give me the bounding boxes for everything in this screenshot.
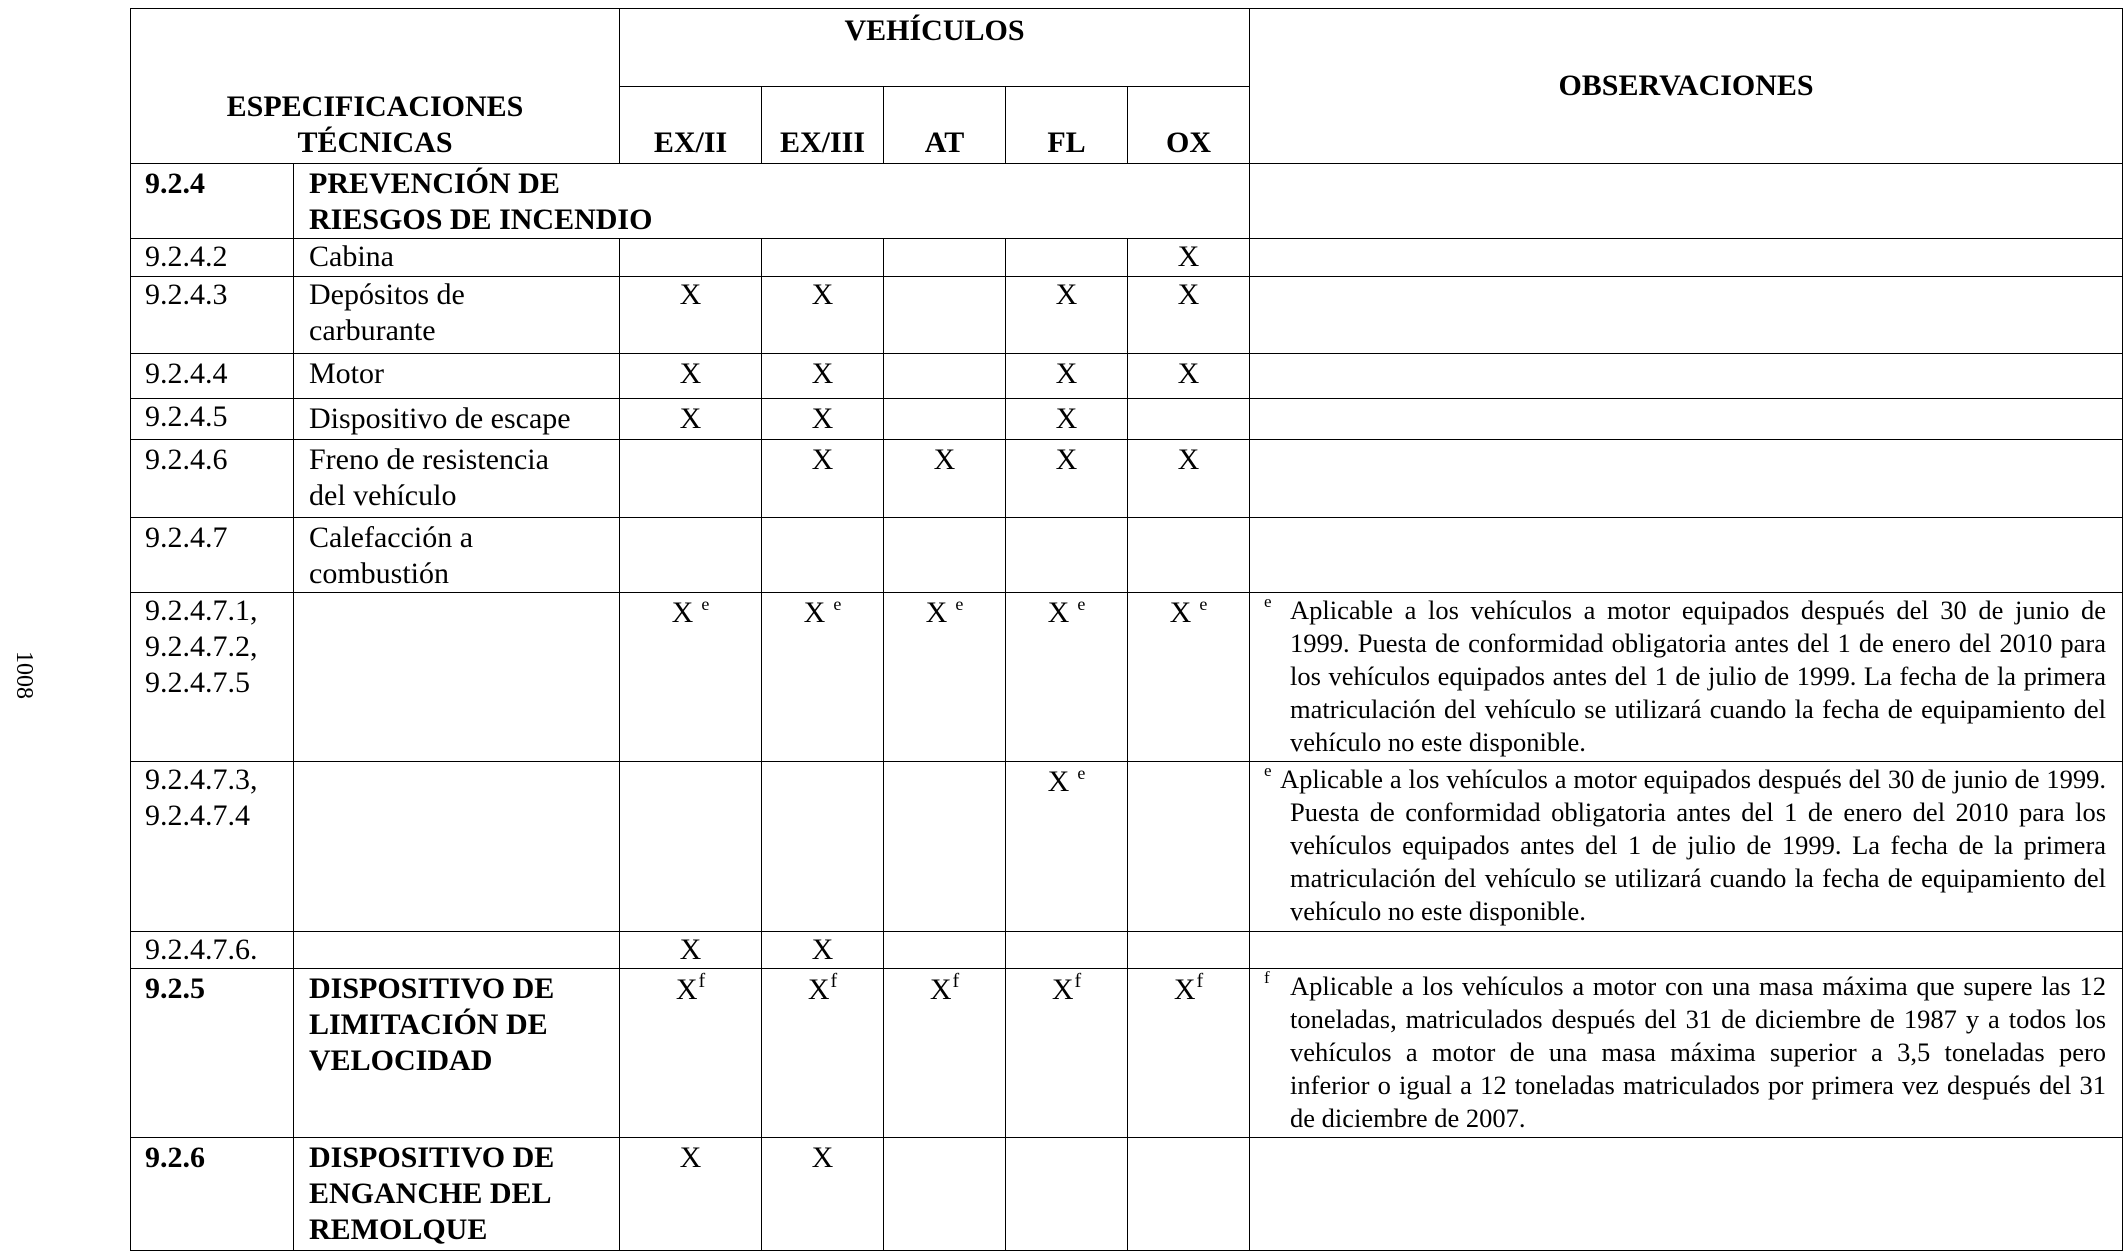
mark-ox	[1128, 932, 1250, 969]
footnote-marker: e	[1264, 592, 1272, 611]
mark-at	[884, 518, 1006, 593]
row-code: 9.2.5	[131, 969, 294, 1138]
observation-cell	[1250, 762, 2123, 932]
mark-ex-iii	[762, 593, 884, 762]
footnote-ref: e	[1077, 594, 1086, 614]
mark-text: X	[1051, 973, 1074, 1006]
section-title-line1: DISPOSITIVO DE	[309, 1141, 555, 1174]
table-row	[131, 518, 2123, 593]
observation-cell	[1250, 1138, 2123, 1251]
mark-text: X	[929, 973, 952, 1006]
row-label-line1: Depósitos de	[309, 278, 465, 311]
mark-ox	[1128, 1138, 1250, 1251]
row-code	[131, 593, 294, 762]
section-title-line2: LIMITACIÓN DE	[309, 1008, 548, 1041]
mark-ex-iii: X	[762, 354, 884, 399]
row-code: 9.2.4.3	[131, 277, 294, 354]
page-number: 1008	[11, 651, 37, 699]
column-header-at: AT	[884, 87, 1006, 164]
header-spec-blank	[131, 9, 620, 87]
table-row	[131, 1138, 2123, 1251]
observations-header: OBSERVACIONES	[1250, 9, 2123, 164]
specifications-header-line2: TÉCNICAS	[297, 126, 453, 159]
footnote-ref: e	[1077, 763, 1086, 783]
footnote-note	[1264, 762, 2106, 928]
mark-text: X	[925, 596, 948, 629]
footnote-ref: f	[1196, 970, 1204, 992]
row-label	[294, 762, 620, 932]
mark-ex-iii: X	[762, 440, 884, 518]
footnote-text: Aplicable a los vehículos a motor equipados después del 30 de junio de 1999. Puesta de conformidad obligatoria antes del 1 de enero del 2010 para los vehículos equipados antes del 1 de julio de 1999. La fecha de la primera matriculación del vehículo se utilizará cuando la fecha de equipamiento del vehículo no este disponible.	[1290, 595, 2107, 757]
row-code-line2: 9.2.4.7.4	[145, 799, 250, 832]
row-label	[294, 277, 620, 354]
mark-fl	[1006, 518, 1128, 593]
mark-ox: X	[1128, 354, 1250, 399]
mark-text: X	[803, 596, 826, 629]
mark-at	[884, 354, 1006, 399]
mark-fl	[1006, 1138, 1128, 1251]
row-code	[131, 762, 294, 932]
section-title	[294, 969, 620, 1138]
mark-ox	[1128, 762, 1250, 932]
mark-fl	[1006, 593, 1128, 762]
table-row	[131, 969, 2123, 1138]
mark-at: X	[884, 440, 1006, 518]
column-header-fl: FL	[1006, 87, 1128, 164]
section-title-line1: DISPOSITIVO DE	[309, 972, 555, 1005]
mark-ox	[1128, 399, 1250, 440]
mark-ex-ii	[620, 593, 762, 762]
observation-cell	[1250, 440, 2123, 518]
footnote-ref: f	[830, 970, 838, 992]
mark-at	[884, 593, 1006, 762]
mark-fl	[1006, 969, 1128, 1138]
mark-ex-ii	[620, 239, 762, 277]
row-code: 9.2.4.5	[131, 399, 294, 440]
footnote-ref: f	[1074, 970, 1082, 992]
mark-ox	[1128, 593, 1250, 762]
footnote-ref: f	[698, 970, 706, 992]
specifications-header	[131, 87, 620, 164]
mark-at	[884, 239, 1006, 277]
table-row	[131, 277, 2123, 354]
table-row	[131, 593, 2123, 762]
footnote-ref: f	[952, 970, 960, 992]
mark-ox: X	[1128, 440, 1250, 518]
mark-ex-ii	[620, 440, 762, 518]
row-label: Motor	[294, 354, 620, 399]
row-code: 9.2.6	[131, 1138, 294, 1251]
row-code: 9.2.4.4	[131, 354, 294, 399]
row-label: Cabina	[294, 239, 620, 277]
table-row	[131, 399, 2123, 440]
mark-text: X	[675, 973, 698, 1006]
row-code: 9.2.4	[131, 164, 294, 239]
observation-cell	[1250, 239, 2123, 277]
mark-ox	[1128, 518, 1250, 593]
observation-cell	[1250, 969, 2123, 1138]
mark-at	[884, 932, 1006, 969]
row-code-line1: 9.2.4.7.1,	[145, 594, 258, 627]
table-row	[131, 164, 2123, 239]
row-code-line2: 9.2.4.7.2,	[145, 630, 258, 663]
row-label: Dispositivo de escape	[294, 399, 620, 440]
observation-cell	[1250, 164, 2123, 239]
observation-cell	[1250, 518, 2123, 593]
row-code: 9.2.4.6	[131, 440, 294, 518]
footnote-note	[1264, 593, 2106, 759]
row-label-line2: del vehículo	[309, 479, 457, 512]
mark-ex-ii: X	[620, 932, 762, 969]
section-title-line3: REMOLQUE	[309, 1213, 488, 1246]
section-title-line2: ENGANCHE DEL	[309, 1177, 552, 1210]
mark-ex-ii: X	[620, 277, 762, 354]
mark-ox: X	[1128, 277, 1250, 354]
section-title-line1: PREVENCIÓN DE	[309, 167, 560, 200]
mark-ex-iii	[762, 969, 884, 1138]
mark-ex-iii: X	[762, 277, 884, 354]
mark-text: X	[1169, 596, 1192, 629]
row-code: 9.2.4.2	[131, 239, 294, 277]
footnote-marker: e	[1264, 761, 1272, 780]
footnote-text: Aplicable a los vehículos a motor con una masa máxima que supere las 12 toneladas, matriculados después del 31 de diciembre de 1987 y a todos los vehículos a motor de una masa máxima superior a 3,5 toneladas pero inferior o igual a 12 toneladas matriculados por primera vez después del 31 de diciembre de 2007.	[1290, 971, 2107, 1133]
mark-at	[884, 762, 1006, 932]
footnote-note	[1264, 969, 2106, 1135]
row-label-line1: Calefacción a	[309, 521, 474, 554]
section-title-line3: VELOCIDAD	[309, 1044, 493, 1077]
footnote-marker: f	[1264, 968, 1270, 987]
footnote-text: Aplicable a los vehículos a motor equipados después del 30 de junio de 1999. Puesta de conformidad obligatoria antes del 1 de enero del 2010 para los vehículos equipados antes del 1 de julio de 1999. La fecha de la primera matriculación del vehículo se utilizará cuando la fecha de equipamiento del vehículo no este disponible.	[1280, 764, 2107, 926]
table-row	[131, 239, 2123, 277]
mark-ox: X	[1128, 239, 1250, 277]
mark-ex-iii	[762, 239, 884, 277]
mark-at	[884, 399, 1006, 440]
column-header-ex-ii: EX/II	[620, 87, 762, 164]
footnote-ref: e	[955, 594, 964, 614]
row-label	[294, 932, 620, 969]
mark-ex-iii	[762, 518, 884, 593]
column-header-ox: OX	[1128, 87, 1250, 164]
section-title	[294, 164, 1250, 239]
row-label-line2: combustión	[309, 557, 449, 590]
footnote-ref: e	[833, 594, 842, 614]
row-label	[294, 518, 620, 593]
observation-cell	[1250, 593, 2123, 762]
table-row	[131, 932, 2123, 969]
mark-ex-ii	[620, 518, 762, 593]
header-row-top	[131, 9, 2123, 87]
row-code: 9.2.4.7.6.	[131, 932, 294, 969]
mark-fl: X	[1006, 354, 1128, 399]
section-title-line2: RIESGOS DE INCENDIO	[309, 203, 653, 236]
mark-text: X	[1047, 765, 1070, 798]
mark-text: X	[671, 596, 694, 629]
mark-text: X	[1047, 596, 1070, 629]
footnote-ref: e	[1199, 594, 1208, 614]
technical-specifications-table	[130, 8, 2123, 1251]
mark-text: X	[807, 973, 830, 1006]
row-code: 9.2.4.7	[131, 518, 294, 593]
observation-cell	[1250, 354, 2123, 399]
mark-at	[884, 277, 1006, 354]
observation-cell	[1250, 932, 2123, 969]
row-label-line2: carburante	[309, 314, 436, 347]
mark-ex-iii: X	[762, 932, 884, 969]
mark-ex-ii: X	[620, 354, 762, 399]
mark-fl	[1006, 762, 1128, 932]
mark-fl	[1006, 239, 1128, 277]
row-label	[294, 593, 620, 762]
section-title	[294, 1138, 620, 1251]
table-row	[131, 762, 2123, 932]
mark-ox	[1128, 969, 1250, 1138]
mark-at	[884, 969, 1006, 1138]
observation-cell	[1250, 399, 2123, 440]
mark-ex-ii: X	[620, 1138, 762, 1251]
mark-fl: X	[1006, 399, 1128, 440]
column-header-ex-iii: EX/III	[762, 87, 884, 164]
row-code-line3: 9.2.4.7.5	[145, 666, 250, 699]
table-row	[131, 440, 2123, 518]
observation-cell	[1250, 277, 2123, 354]
row-code-line1: 9.2.4.7.3,	[145, 763, 258, 796]
mark-ex-iii: X	[762, 1138, 884, 1251]
vehicles-header: VEHÍCULOS	[620, 9, 1250, 87]
mark-ex-ii	[620, 762, 762, 932]
row-label-line1: Freno de resistencia	[309, 443, 549, 476]
mark-fl	[1006, 932, 1128, 969]
mark-fl: X	[1006, 277, 1128, 354]
mark-ex-ii: X	[620, 399, 762, 440]
mark-at	[884, 1138, 1006, 1251]
mark-ex-iii: X	[762, 399, 884, 440]
mark-ex-ii	[620, 969, 762, 1138]
mark-fl: X	[1006, 440, 1128, 518]
mark-ex-iii	[762, 762, 884, 932]
footnote-ref: e	[701, 594, 710, 614]
table-row	[131, 354, 2123, 399]
specifications-header-line1: ESPECIFICACIONES	[226, 90, 524, 123]
row-label	[294, 440, 620, 518]
mark-text: X	[1173, 973, 1196, 1006]
